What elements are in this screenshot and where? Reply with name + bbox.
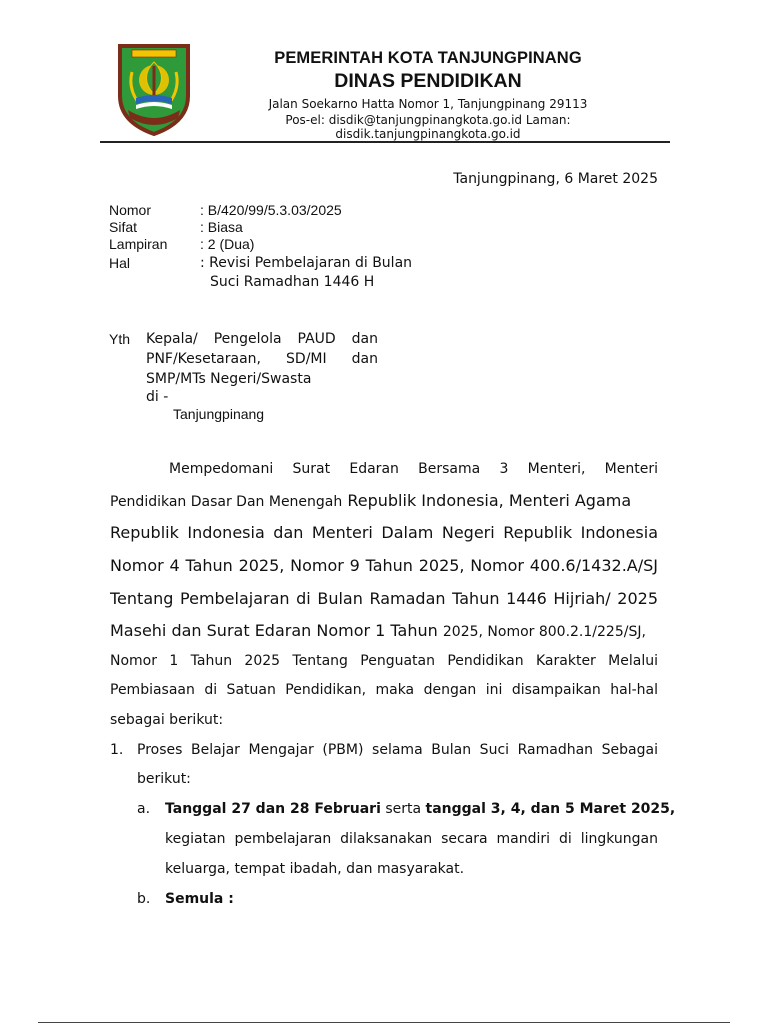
meta-key: Lampiran: [109, 236, 168, 252]
body-line: Masehi dan Surat Edaran Nomor 1 Tahun 2025, Nomor 800.2.1/225/SJ,: [110, 621, 646, 640]
letterhead-address: Jalan Soekarno Hatta Nomor 1, Tanjungpinang 29113: [268, 97, 588, 111]
letterhead-government: PEMERINTAH KOTA TANJUNGPINANG: [274, 49, 582, 67]
recipient-line: di -: [146, 389, 169, 405]
meta-value: : Revisi Pembelajaran di Bulan: [200, 255, 413, 271]
body-line: Pendidikan Dasar Dan Menengah Republik Indonesia, Menteri Agama: [110, 491, 632, 510]
letterhead-contact: Pos-el: disdik@tanjungpinangkota.go.id Laman: disdik.tanjungpinangkota.go.id: [285, 113, 571, 141]
body-line: Tentang Pembelajaran di Bulan Ramadan Tahun 1446 Hijriah/ 2025: [110, 589, 658, 608]
meta-key: Nomor: [109, 202, 152, 218]
sub-item-letter: a.: [137, 801, 151, 817]
meta-key: Sifat: [109, 219, 138, 235]
meta-value: : 2 (Dua): [200, 236, 255, 252]
letterhead-agency: DINAS PENDIDIKAN: [334, 70, 522, 92]
body-line: sebagai berikut:: [110, 712, 224, 728]
sub-item-text: keluarga, tempat ibadah, dan masyarakat.: [165, 861, 465, 877]
body-line: Nomor 4 Tahun 2025, Nomor 9 Tahun 2025, Nomor 400.6/1432.A/SJ: [110, 556, 658, 575]
meta-hal-continuation: [210, 274, 374, 290]
city-emblem-logo: [114, 42, 194, 138]
recipient-line: Kepala/ Pengelola PAUD dan: [146, 331, 378, 347]
letter-date: Tanjungpinang, 6 Maret 2025: [453, 171, 658, 187]
list-item-text: berikut:: [137, 771, 191, 787]
body-line: Republik Indonesia dan Menteri Dalam Negeri Republik Indonesia: [110, 523, 658, 542]
meta-value: : B/420/99/5.3.03/2025: [200, 202, 342, 218]
body-line: Mempedomani Surat Edaran Bersama 3 Menteri, Menteri: [169, 461, 658, 477]
letterhead-divider: [100, 141, 670, 143]
body-line: Nomor 1 Tahun 2025 Tentang Penguatan Pendidikan Karakter Melalui: [110, 653, 658, 669]
list-number: 1.: [110, 742, 124, 758]
sub-item-letter: b.: [137, 891, 151, 907]
list-item-text: Proses Belajar Mengajar (PBM) selama Bulan Suci Ramadhan Sebagai: [137, 742, 658, 758]
recipient-salutation: Yth: [109, 331, 131, 347]
sub-item-text: kegiatan pembelajaran dilaksanakan secara mandiri di lingkungan: [165, 831, 658, 847]
meta-key: Hal: [109, 255, 131, 271]
meta-value: Suci Ramadhan 1446 H: [210, 274, 375, 290]
meta-value: : Biasa: [200, 219, 243, 235]
recipient-line: PNF/Kesetaraan, SD/MI dan: [146, 351, 378, 367]
body-line: Pembiasaan di Satuan Pendidikan, maka dengan ini disampaikan hal-hal: [110, 682, 658, 698]
sub-item-text: Semula :: [165, 891, 234, 907]
recipient-line: SMP/MTs Negeri/Swasta: [146, 371, 312, 387]
page-bottom-divider: [38, 1022, 730, 1023]
recipient-city: Tanjungpinang: [173, 406, 265, 422]
sub-item-text: Tanggal 27 dan 28 Februari serta tanggal 3, 4, dan 5 Maret 2025,: [165, 801, 676, 817]
